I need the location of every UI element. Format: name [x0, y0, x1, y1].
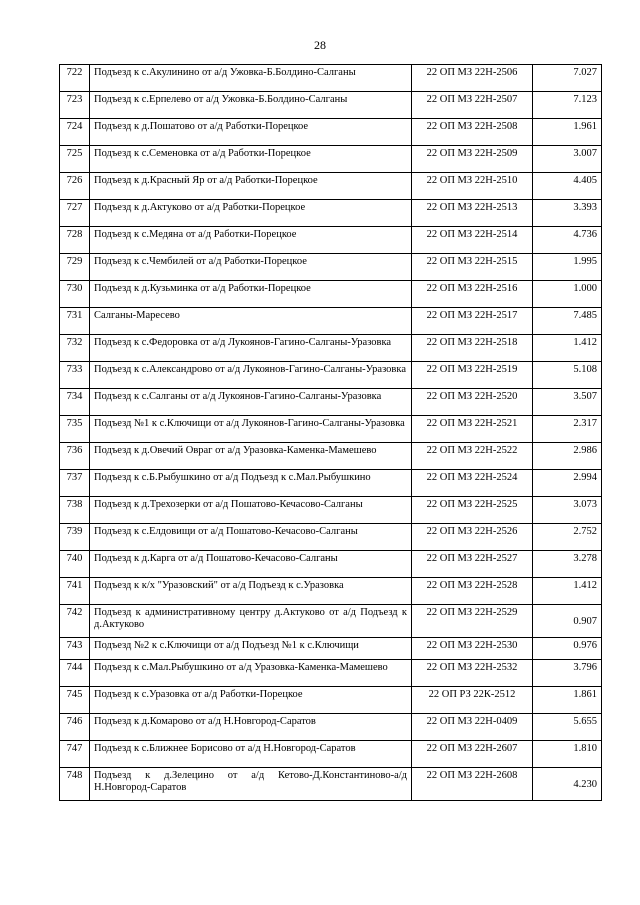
- table-row: [60, 227, 602, 254]
- row-number: 745: [60, 687, 90, 714]
- table-row: [60, 389, 602, 416]
- road-name: Подъезд №1 к с.Ключищи от а/д Лукоянов-Гагино-Салганы-Уразовка: [90, 416, 412, 443]
- road-length: 0.976: [533, 638, 602, 660]
- row-number: 729: [60, 254, 90, 281]
- road-length: 1.961: [533, 119, 602, 146]
- road-name: Подъезд к административному центру д.Актуково от а/д Подъезд к д.Актуково: [90, 605, 412, 638]
- road-length: 3.393: [533, 200, 602, 227]
- road-id-code: 22 ОП МЗ 22Н-2519: [412, 362, 533, 389]
- road-id-code: 22 ОП РЗ 22К-2512: [412, 687, 533, 714]
- road-id-code: 22 ОП МЗ 22Н-2517: [412, 308, 533, 335]
- table-row: [60, 146, 602, 173]
- road-id-code: 22 ОП МЗ 22Н-2518: [412, 335, 533, 362]
- road-name: Подъезд к с.Уразовка от а/д Работки-Порецкое: [90, 687, 412, 714]
- road-id-code: 22 ОП МЗ 22Н-2521: [412, 416, 533, 443]
- row-number: 741: [60, 578, 90, 605]
- table-row: [60, 65, 602, 92]
- road-name: Подъезд к с.Мал.Рыбушкино от а/д Уразовка-Каменка-Мамешево: [90, 660, 412, 687]
- row-number: 739: [60, 524, 90, 551]
- road-length: 4.736: [533, 227, 602, 254]
- table-row: [60, 605, 602, 638]
- road-id-code: 22 ОП МЗ 22Н-2608: [412, 768, 533, 801]
- road-id-code: 22 ОП МЗ 22Н-2509: [412, 146, 533, 173]
- road-name: Подъезд к с.Чембилей от а/д Работки-Порецкое: [90, 254, 412, 281]
- row-number: 727: [60, 200, 90, 227]
- table-row: [60, 200, 602, 227]
- table-row: [60, 741, 602, 768]
- road-id-code: 22 ОП МЗ 22Н-2506: [412, 65, 533, 92]
- table-row: [60, 281, 602, 308]
- row-number: 725: [60, 146, 90, 173]
- table-row: [60, 524, 602, 551]
- road-length: 3.507: [533, 389, 602, 416]
- table-row: [60, 362, 602, 389]
- row-number: 734: [60, 389, 90, 416]
- road-id-code: 22 ОП МЗ 22Н-2516: [412, 281, 533, 308]
- row-number: 737: [60, 470, 90, 497]
- road-name: Подъезд к д.Трехозерки от а/д Пошатово-Кечасово-Салганы: [90, 497, 412, 524]
- road-length: 4.405: [533, 173, 602, 200]
- road-id-code: 22 ОП МЗ 22Н-2525: [412, 497, 533, 524]
- road-length: 0.907: [533, 605, 602, 638]
- row-number: 722: [60, 65, 90, 92]
- road-length: 1.861: [533, 687, 602, 714]
- table-body: [60, 65, 602, 801]
- row-number: 736: [60, 443, 90, 470]
- road-name: Подъезд к д.Актуково от а/д Работки-Порецкое: [90, 200, 412, 227]
- table-row: [60, 578, 602, 605]
- road-name: Подъезд к с.Салганы от а/д Лукоянов-Гагино-Салганы-Уразовка: [90, 389, 412, 416]
- table-row: [60, 254, 602, 281]
- road-name: Подъезд к д.Пошатово от а/д Работки-Порецкое: [90, 119, 412, 146]
- road-name: Подъезд к д.Зелецино от а/д Кетово-Д.Константиново-а/д Н.Новгород-Саратов: [90, 768, 412, 801]
- road-length: 3.278: [533, 551, 602, 578]
- road-name: Подъезд №2 к с.Ключищи от а/д Подъезд №1 к с.Ключищи: [90, 638, 412, 660]
- road-length: 1.412: [533, 578, 602, 605]
- road-length: 3.796: [533, 660, 602, 687]
- road-length: 2.986: [533, 443, 602, 470]
- road-length: 1.412: [533, 335, 602, 362]
- row-number: 748: [60, 768, 90, 801]
- row-number: 742: [60, 605, 90, 638]
- table-row: [60, 308, 602, 335]
- road-id-code: 22 ОП МЗ 22Н-2527: [412, 551, 533, 578]
- table-row: [60, 638, 602, 660]
- road-name: Подъезд к с.Б.Рыбушкино от а/д Подъезд к с.Мал.Рыбушкино: [90, 470, 412, 497]
- road-name: Подъезд к к/х "Уразовский" от а/д Подъезд к с.Уразовка: [90, 578, 412, 605]
- road-id-code: 22 ОП МЗ 22Н-2524: [412, 470, 533, 497]
- road-id-code: 22 ОП МЗ 22Н-2515: [412, 254, 533, 281]
- road-id-code: 22 ОП МЗ 22Н-2513: [412, 200, 533, 227]
- road-id-code: 22 ОП МЗ 22Н-2607: [412, 741, 533, 768]
- row-number: 746: [60, 714, 90, 741]
- road-name: Салганы-Маресево: [90, 308, 412, 335]
- row-number: 726: [60, 173, 90, 200]
- page-number: 28: [314, 38, 326, 52]
- table-row: [60, 119, 602, 146]
- table-row: [60, 551, 602, 578]
- table-row: [60, 416, 602, 443]
- table-row: [60, 470, 602, 497]
- road-length: 3.007: [533, 146, 602, 173]
- road-length: 7.123: [533, 92, 602, 119]
- road-length: 2.752: [533, 524, 602, 551]
- road-id-code: 22 ОП МЗ 22Н-2508: [412, 119, 533, 146]
- road-registry-table: [59, 64, 602, 801]
- road-name: Подъезд к с.Федоровка от а/д Лукоянов-Гагино-Салганы-Уразовка: [90, 335, 412, 362]
- table-row: [60, 92, 602, 119]
- road-id-code: 22 ОП МЗ 22Н-2528: [412, 578, 533, 605]
- table-row: [60, 173, 602, 200]
- row-number: 723: [60, 92, 90, 119]
- road-length: 5.108: [533, 362, 602, 389]
- table-row: [60, 335, 602, 362]
- road-id-code: 22 ОП МЗ 22Н-2520: [412, 389, 533, 416]
- row-number: 731: [60, 308, 90, 335]
- road-id-code: 22 ОП МЗ 22Н-2514: [412, 227, 533, 254]
- row-number: 732: [60, 335, 90, 362]
- road-length: 2.317: [533, 416, 602, 443]
- road-name: Подъезд к с.Ерпелево от а/д Ужовка-Б.Болдино-Салганы: [90, 92, 412, 119]
- road-name: Подъезд к д.Карга от а/д Пошатово-Кечасово-Салганы: [90, 551, 412, 578]
- road-id-code: 22 ОП МЗ 22Н-2529: [412, 605, 533, 638]
- road-length: 5.655: [533, 714, 602, 741]
- row-number: 733: [60, 362, 90, 389]
- road-name: Подъезд к д.Овечий Овраг от а/д Уразовка-Каменка-Мамешево: [90, 443, 412, 470]
- row-number: 730: [60, 281, 90, 308]
- road-id-code: 22 ОП МЗ 22Н-2507: [412, 92, 533, 119]
- road-id-code: 22 ОП МЗ 22Н-2510: [412, 173, 533, 200]
- road-length: 1.995: [533, 254, 602, 281]
- road-length: 3.073: [533, 497, 602, 524]
- road-length: 4.230: [533, 768, 602, 801]
- road-name: Подъезд к с.Акулинино от а/д Ужовка-Б.Болдино-Салганы: [90, 65, 412, 92]
- road-name: Подъезд к д.Красный Яр от а/д Работки-Порецкое: [90, 173, 412, 200]
- road-id-code: 22 ОП МЗ 22Н-0409: [412, 714, 533, 741]
- row-number: 744: [60, 660, 90, 687]
- road-name: Подъезд к с.Семеновка от а/д Работки-Порецкое: [90, 146, 412, 173]
- table-row: [60, 660, 602, 687]
- road-length: 7.027: [533, 65, 602, 92]
- table-row: [60, 714, 602, 741]
- road-id-code: 22 ОП МЗ 22Н-2526: [412, 524, 533, 551]
- road-length: 2.994: [533, 470, 602, 497]
- table-row: [60, 687, 602, 714]
- row-number: 735: [60, 416, 90, 443]
- road-length: 1.810: [533, 741, 602, 768]
- road-name: Подъезд к с.Елдовищи от а/д Пошатово-Кечасово-Салганы: [90, 524, 412, 551]
- road-id-code: 22 ОП МЗ 22Н-2522: [412, 443, 533, 470]
- road-length: 7.485: [533, 308, 602, 335]
- road-id-code: 22 ОП МЗ 22Н-2532: [412, 660, 533, 687]
- row-number: 728: [60, 227, 90, 254]
- road-name: Подъезд к с.Александрово от а/д Лукоянов-Гагино-Салганы-Уразовка: [90, 362, 412, 389]
- row-number: 738: [60, 497, 90, 524]
- row-number: 743: [60, 638, 90, 660]
- row-number: 740: [60, 551, 90, 578]
- road-length: 1.000: [533, 281, 602, 308]
- table-row: [60, 768, 602, 801]
- table-row: [60, 497, 602, 524]
- road-name: Подъезд к с.Медяна от а/д Работки-Порецкое: [90, 227, 412, 254]
- road-name: Подъезд к с.Ближнее Борисово от а/д Н.Новгород-Саратов: [90, 741, 412, 768]
- row-number: 724: [60, 119, 90, 146]
- road-name: Подъезд к д.Кузьминка от а/д Работки-Порецкое: [90, 281, 412, 308]
- row-number: 747: [60, 741, 90, 768]
- road-id-code: 22 ОП МЗ 22Н-2530: [412, 638, 533, 660]
- road-name: Подъезд к д.Комарово от а/д Н.Новгород-Саратов: [90, 714, 412, 741]
- table-row: [60, 443, 602, 470]
